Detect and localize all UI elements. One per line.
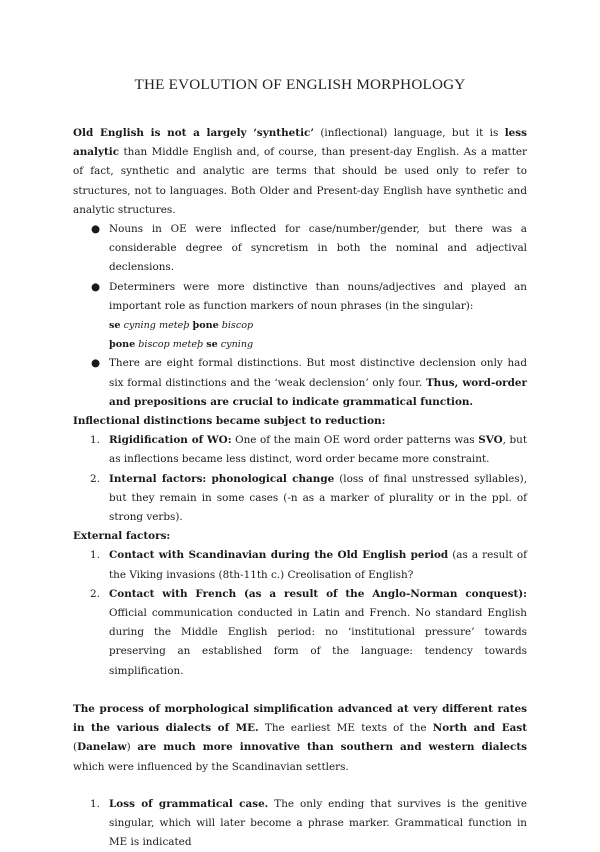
document-body bbox=[73, 124, 527, 852]
intro-text-1: (inflectional) language, but it is bbox=[313, 127, 505, 139]
list-item-internal-factors: 2. Internal factors: phonological change (loss of final unstressed syllables), but they remain in some cases (-n as a marker of plurality or in the ppl. of strong verbs). bbox=[90, 472, 527, 524]
intro-bold-2: less analytic bbox=[73, 127, 527, 159]
bullet-icon: ● bbox=[91, 223, 101, 236]
process-paragraph: The process of morphological simplification advanced at very different rates in the various dialects of ME. The earliest ME texts of the North and East (Danelaw) are much more innovative than southern and western dialects which were influenced by the Scandinavian settlers. bbox=[73, 702, 528, 773]
oe-bullet-list bbox=[73, 220, 527, 412]
bullet-icon: ● bbox=[91, 280, 101, 293]
intro-text-2: than Middle English and, of course, than present-day English. As a matter of fact, synthetic and analytic are terms that should be used only to refer to structures, not to languages. Both Older and Present-day English have synthetic and analytic structures. bbox=[73, 146, 527, 216]
bullet-bold: Thus, word-order and prepositions are crucial to indicate grammatical function. bbox=[109, 376, 528, 408]
example-line-1: se cyning meteþ þone biscop bbox=[109, 320, 254, 332]
bullet-item-determiners bbox=[91, 278, 527, 355]
bullet-text: There are eight formal distinctions. But most distinctive declension only had six formal distinctions and the ‘weak declension’ only four. bbox=[109, 357, 527, 389]
external-list bbox=[73, 546, 527, 680]
bullet-icon: ● bbox=[91, 357, 101, 370]
external-heading: External factors: bbox=[73, 530, 171, 543]
spacer bbox=[73, 777, 527, 795]
simplification-list bbox=[73, 795, 527, 852]
spacer bbox=[73, 681, 527, 700]
list-item-scandinavian: 1. Contact with Scandinavian during the Old English period (as a result of the Viking invasions (8th-11th c.) Creolisation of English? bbox=[90, 549, 527, 581]
bullet-text: Determiners were more distinctive than nouns/adjectives and played an important role as function markers of noun phrases (in the singular): bbox=[109, 280, 527, 312]
list-item-rigidification: 1. Rigidification of WO: One of the main OE word order patterns was SVO, but as inflections became less distinct, word order became more constraint. bbox=[90, 434, 528, 466]
list-item-french: 2. Contact with French (as a result of the Anglo-Norman conquest): Official communication conducted in Latin and French. No standard English during the Middle English period: no ‘institutional pressure’ towards preserving an established form of the language: tendency towards simplification. bbox=[90, 587, 527, 677]
intro-paragraph bbox=[73, 124, 527, 220]
list-item-loss-of-case: 1. Loss of grammatical case. The only ending that survives is the genitive singular, which will later become a phrase marker. Grammatical function in ME is indicated bbox=[90, 797, 527, 849]
inflectional-heading: Inflectional distinctions became subject to reduction: bbox=[73, 415, 386, 428]
page-title: THE EVOLUTION OF ENGLISH MORPHOLOGY bbox=[134, 76, 466, 93]
bullet-text: Nouns in OE were inflected for case/number/gender, but there was a considerable degree of syncretism in both the nominal and adjectival declensions. bbox=[109, 223, 527, 274]
bullet-item-distinctions bbox=[91, 354, 528, 412]
bullet-item-nouns bbox=[91, 220, 527, 278]
inflectional-list bbox=[73, 431, 527, 527]
example-line-2: þone biscop meteþ se cyning bbox=[109, 339, 254, 351]
intro-bold-1: Old English is not a largely ‘synthetic’ bbox=[73, 127, 314, 139]
